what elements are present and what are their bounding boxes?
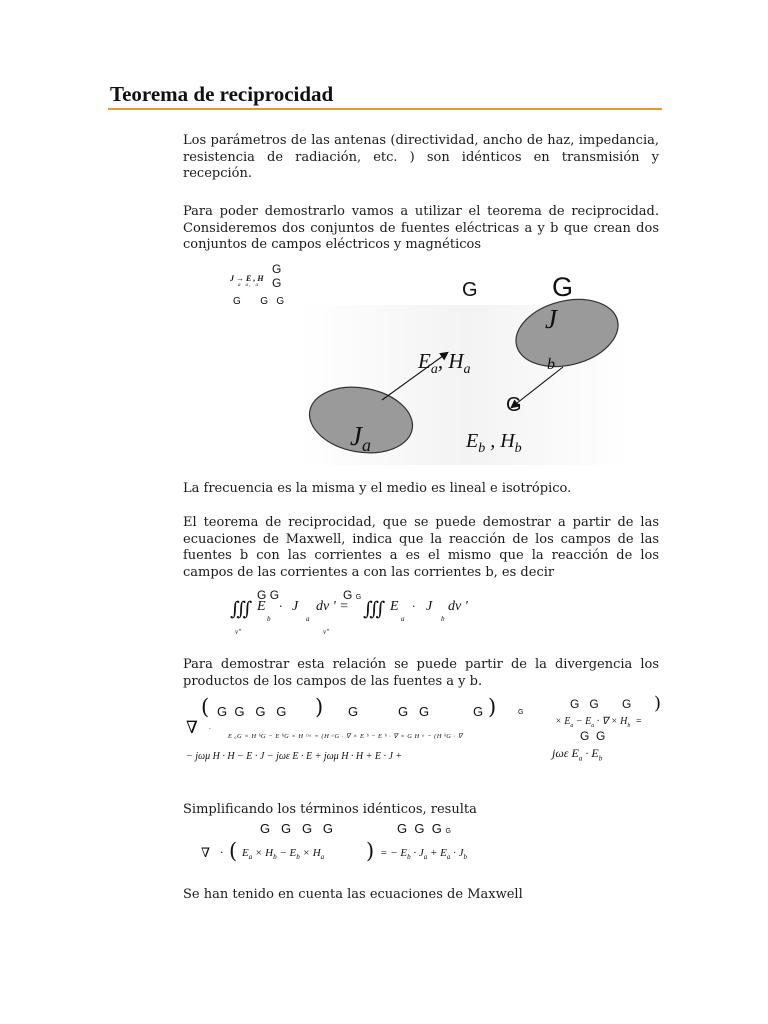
eq1-integral-right: ∭: [363, 598, 386, 620]
eq1-dot: ·: [279, 600, 283, 613]
eq2-vector-marks: G G G G: [217, 704, 287, 719]
eq3-rparen: ): [366, 839, 375, 863]
eq1-integral-left: ∭: [230, 598, 253, 620]
eq2-right-line1: × $E_a - E_a$ · ∇ × $H_b$ =: [555, 716, 643, 729]
eq3-rhs: = − $E_b \cdot J_a + E_a \cdot J_b$: [380, 847, 468, 862]
eq2-vector-mark-small: G: [518, 709, 524, 716]
eq2-nabla: ∇: [186, 718, 198, 738]
eq3-dot: ·: [220, 846, 224, 859]
eq3-body: $E_a \times H_b - E_b \times H_a$: [242, 847, 325, 862]
vector-mark-ea: G: [462, 279, 478, 301]
paragraph-divergence: Para demostrar esta relación se puede partir de la divergencia los productos de los campos de las fuentes a y b.: [183, 657, 659, 689]
eq2-right-line3: jωε $E_a \cdot E_b$: [552, 746, 603, 763]
mini-formula-text: J → E , H: [230, 274, 264, 283]
paragraph-simplify: Simplificando los términos idénticos, resulta: [183, 802, 477, 817]
label-ea-ha: Ea, Ha: [418, 349, 471, 377]
eq2-line2: E ₐG × H ᵇG − E ᵇG × H ᴳᵃ = (H ᵃG · ∇ × E ᵇ − E ᵇ · ∇ × G H ᵃ − (H ᵇG · ∇: [228, 733, 463, 740]
eq3-vector-marks-2: G G G G: [397, 821, 451, 836]
eq1-Eb: E: [257, 599, 266, 614]
eq2-vector-mark-3: G: [473, 704, 484, 719]
equation-simplified: [198, 821, 538, 869]
eq1-sub-b: b: [267, 615, 271, 623]
label-jb: J: [545, 304, 557, 334]
paragraph-maxwell: Se han tenido en cuenta las ecuaciones de Maxwell: [183, 887, 523, 902]
eq1-vector-marks: G G: [257, 588, 280, 602]
label-eb-hb: Eb , Hb: [466, 430, 522, 456]
vector-mark-eb: G: [506, 394, 522, 416]
eq1-sub-a-2: a: [401, 615, 405, 623]
equation-divergence: [183, 693, 663, 772]
eq1-vector-marks-2: G G: [343, 588, 362, 602]
eq1-sub-a: a: [306, 615, 310, 623]
eq1-dv: dv ' =: [316, 599, 349, 614]
eq1-dv-2: dv ': [448, 599, 468, 614]
page-title: Teorema de reciprocidad: [110, 82, 334, 106]
eq2-dot: ·: [209, 726, 211, 733]
eq1-vol: v'': [235, 628, 242, 636]
eq1-Ea: E: [390, 599, 399, 614]
vector-mark-jb: G: [552, 272, 574, 302]
label-jb-sub: b: [547, 356, 555, 373]
eq1-Ja: J: [292, 599, 299, 614]
eq3-vector-marks: G G G G: [260, 821, 334, 836]
mini-formula-subs: a a , a: [238, 283, 258, 288]
equation-reciprocity: [230, 588, 530, 640]
eq2-lparen: (: [201, 695, 210, 719]
eq1-sub-b-2: b: [441, 615, 445, 623]
title-underline: [108, 108, 662, 110]
vector-mark: G G: [272, 262, 282, 290]
paragraph-theorem: El teorema de reciprocidad, que se puede demostrar a partir de las ecuaciones de Maxwell, indica que la reacción de los campos de las fuentes b con las corrientes a es el mismo que la reacción de los campos de las corrientes a con las corrientes b, es decir: [183, 515, 659, 580]
paragraph-medium: La frecuencia es la misma y el medio es lineal e isotrópico.: [183, 481, 572, 496]
eq1-Jb: J: [426, 599, 433, 614]
eq2-vector-mark: G: [348, 704, 359, 719]
eq2-line3: − jωμ H · H − E · J − jωε E · E + jωμ H · H + E · J +: [186, 751, 403, 762]
eq2-right-marks: G G G: [570, 697, 632, 711]
paragraph-intro: Los parámetros de las antenas (directividad, ancho de haz, impedancia, resistencia de radiación, etc. ) son idénticos en transmisión y recepción.: [183, 133, 659, 182]
eq2-right-marks-2: G G: [580, 729, 606, 743]
eq2-rparen-2: ): [488, 695, 497, 719]
eq2-vector-marks-2: G G: [398, 704, 430, 719]
eq1-vol-2: v'': [323, 628, 330, 636]
vector-marks-row: G G G: [233, 296, 285, 307]
eq3-nabla: ∇: [201, 846, 211, 861]
eq3-lparen: (: [229, 839, 238, 863]
eq2-right-rparen: ): [654, 693, 662, 714]
paragraph-sources: Para poder demostrarlo vamos a utilizar el teorema de reciprocidad. Consideremos dos conjuntos de fuentes eléctricas a y b que crean dos conjuntos de campos eléctricos y magnéticos: [183, 204, 659, 253]
eq1-dot-2: ·: [412, 600, 416, 613]
label-ja: Ja: [350, 421, 371, 455]
eq2-rparen: ): [315, 695, 324, 719]
